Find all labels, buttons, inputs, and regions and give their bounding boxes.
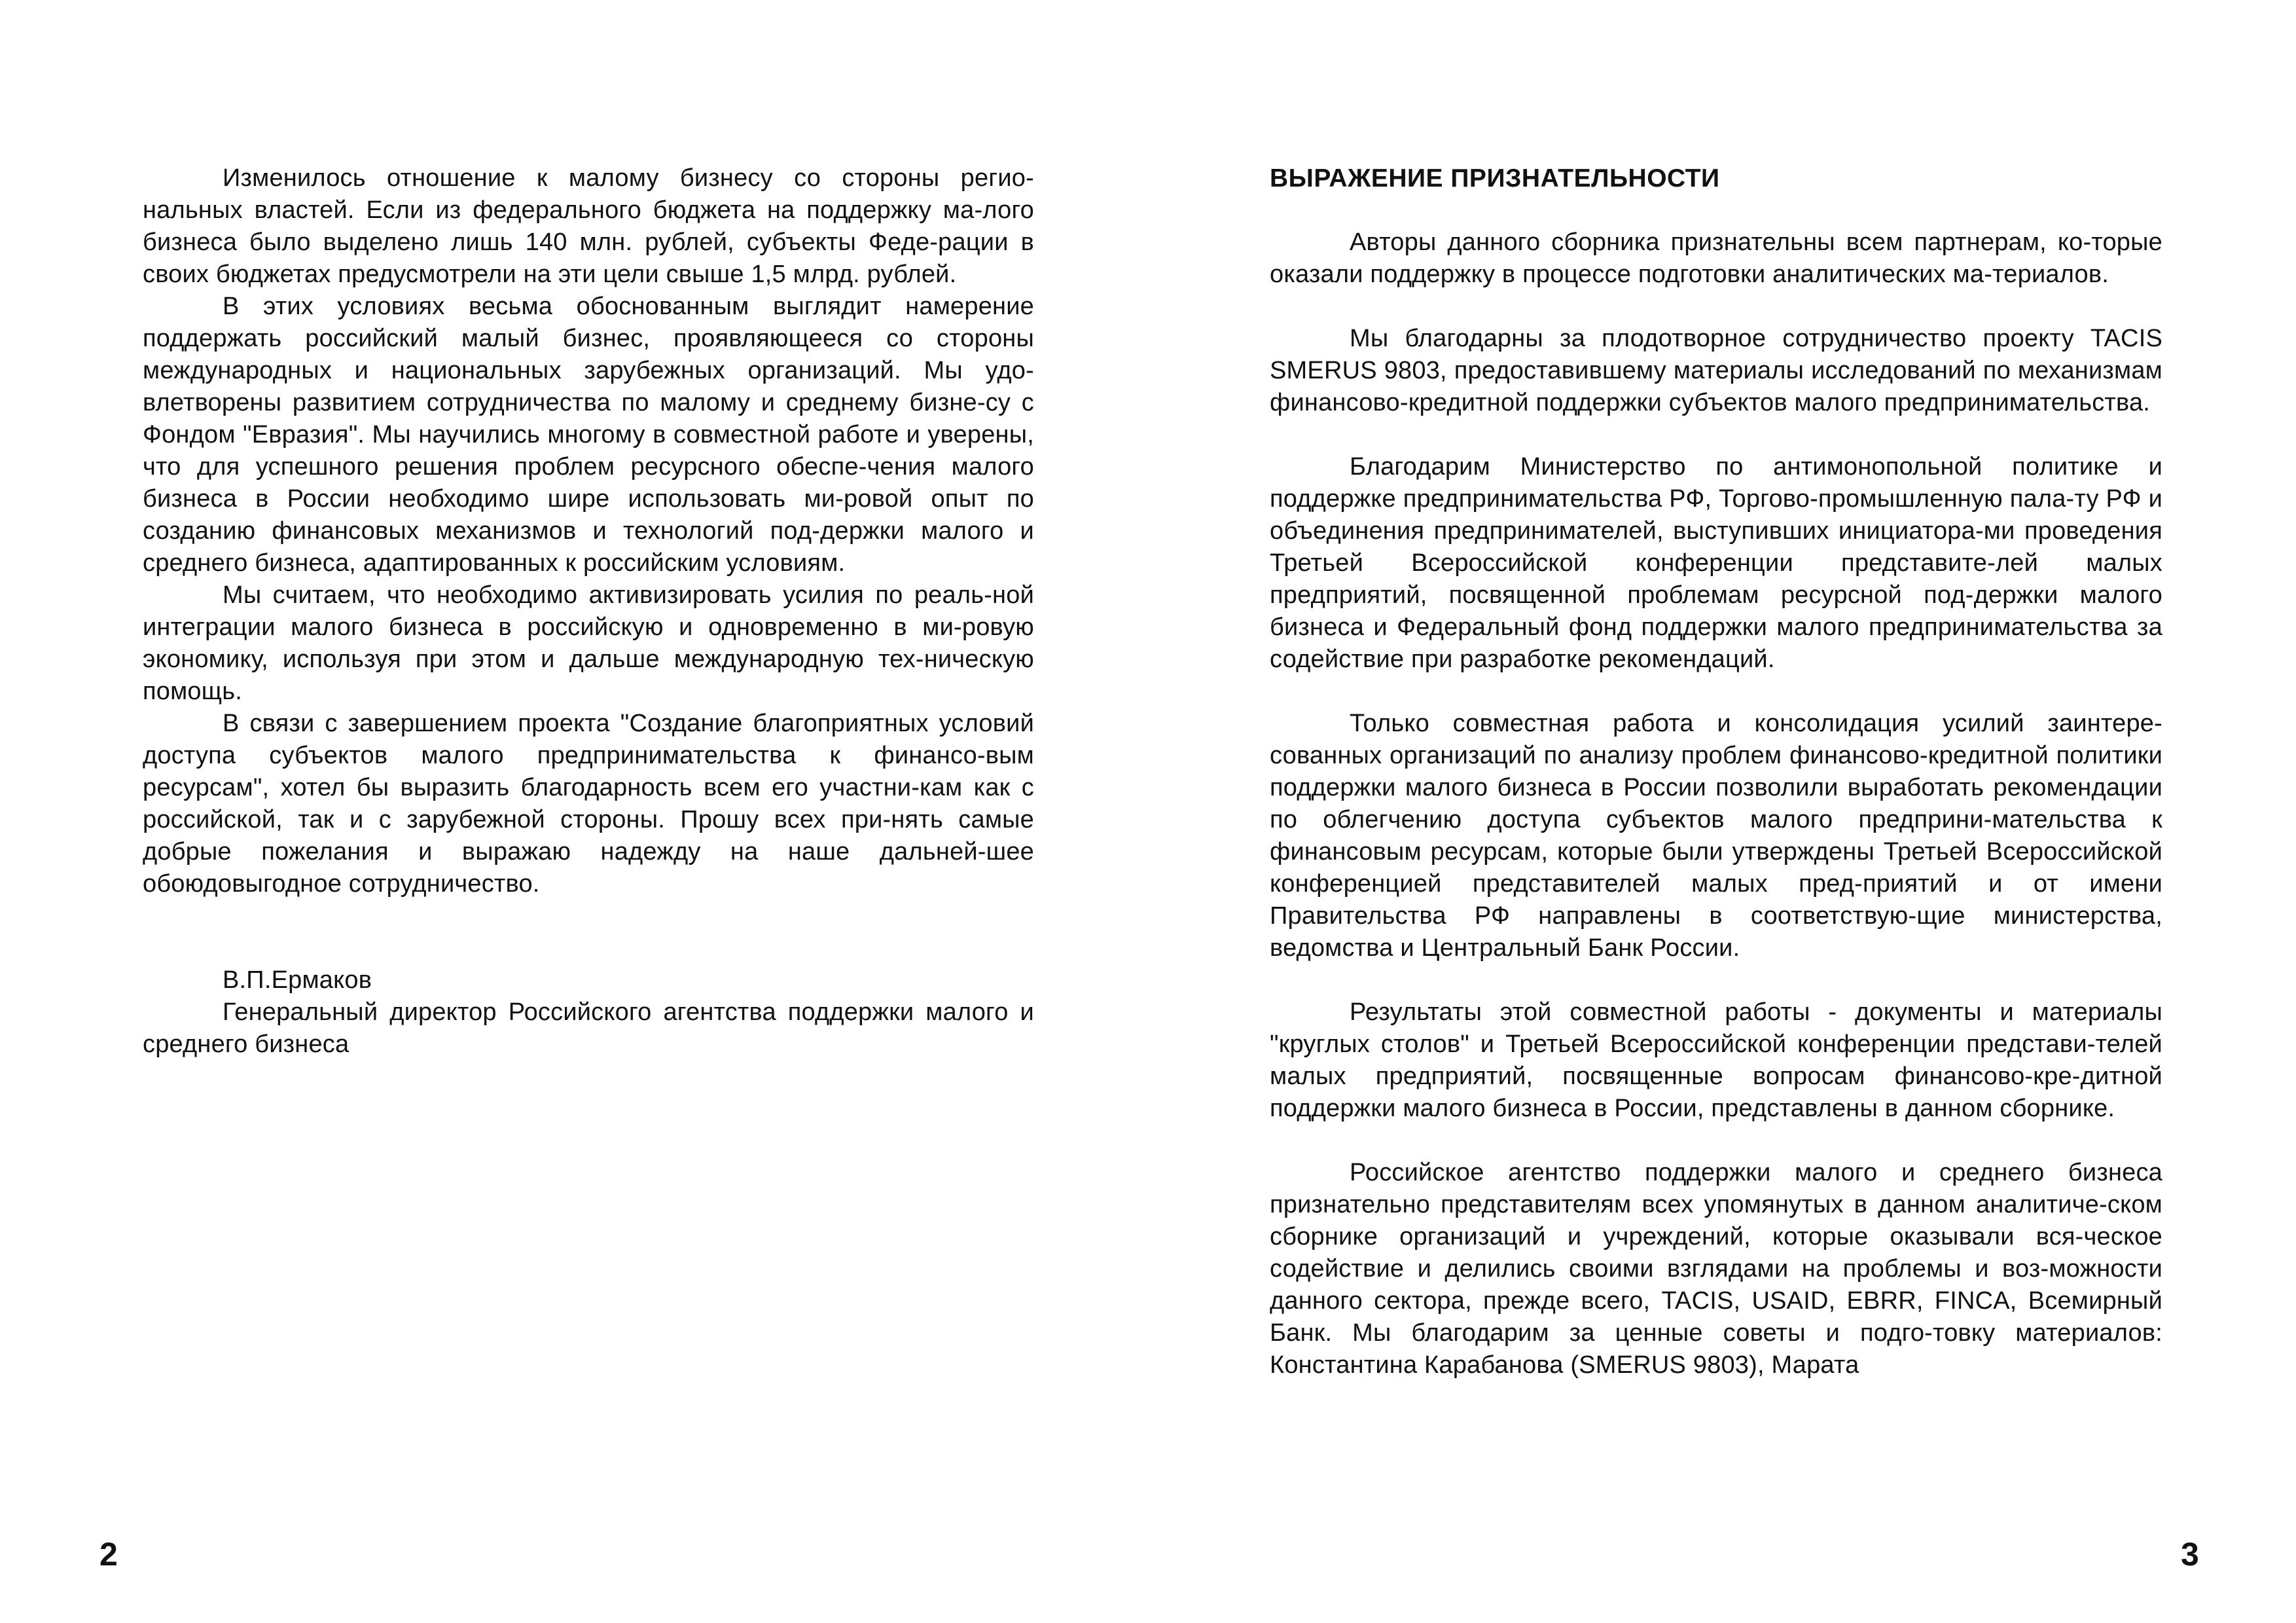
section-heading: ВЫРАЖЕНИЕ ПРИЗНАТЕЛЬНОСТИ <box>1270 164 1720 192</box>
left-text-column <box>143 162 1034 1061</box>
signature-block <box>143 964 1034 1061</box>
page-number-right: 3 <box>2181 1536 2199 1573</box>
right-text-column <box>1270 162 2162 1381</box>
left-paragraph-1: Изменилось отношение к малому бизнесу со стороны регио-нальных властей. Если из федерального бюджета на поддержку ма-лого бизнеса было выделено лишь 140 млн. рублей, субъекты Феде-рации в своих бюджетах предусмотрели на эти цели свыше 1,5 млрд. рублей. <box>143 164 1034 288</box>
left-paragraph-3: Мы считаем, что необходимо активизировать усилия по реаль-ной интеграции малого бизнеса в российскую и одновременно в ми-ровую экономику, используя при этом и дальше международную тех-ническую помощь. <box>143 581 1034 705</box>
signature-title: Генеральный директор Российского агентства поддержки малого и среднего бизнеса <box>143 998 1034 1058</box>
right-paragraph-1: Авторы данного сборника признательны всем партнерам, ко-торые оказали поддержку в процессе подготовки аналитических ма-териалов. <box>1270 228 2162 288</box>
right-paragraph-4: Только совместная работа и консолидация усилий заинтере-сованных организаций по анализу проблем финансово-кредитной политики поддержки малого бизнеса в России позволили выработать рекомендации по облегчению доступа субъектов малого предприни-мательства к финансовым ресурсам, которые были утверждены Третьей Всероссийской конференцией представителей малых пред-приятий и от имени Правительства РФ направлены в соответствую-щие министерства, ведомства и Центральный Банк России. <box>1270 710 2162 962</box>
right-paragraph-3: Благодарим Министерство по антимонопольной политике и поддержке предпринимательства РФ, Торгово-промышленную пала-ту РФ и объединения предпринимателей, выступивших инициатора-ми проведения Третьей Всероссийской конференции представите-лей малых предприятий, посвященной проблемам ресурсной под-держки малого бизнеса и Федеральный фонд поддержки малого предпринимательства за содействие при разработке рекомендаций. <box>1270 453 2162 673</box>
right-paragraph-5: Результаты этой совместной работы - документы и материалы "круглых столов" и Третьей Всероссийской конференции представи-телей малых предприятий, посвященные вопросам финансово-кре-дитной поддержки малого бизнеса в России, представлены в данном сборнике. <box>1270 998 2162 1122</box>
left-paragraph-2: В этих условиях весьма обоснованным выглядит намерение поддержать российский малый бизнес, проявляющееся со стороны международных и национальных зарубежных организаций. Мы удо-влетворены развитием сотрудничества по малому и среднему бизне-су с Фондом "Евразия". Мы научились многому в совместной работе и уверены, что для успешного решения проблем ресурсного обеспе-чения малого бизнеса в России необходимо шире использовать ми-ровой опыт по созданию финансовых механизмов и технологий под-держки малого и среднего бизнеса, адаптированных к российским условиям. <box>143 293 1034 577</box>
page-number-left: 2 <box>99 1536 118 1573</box>
signature-name: В.П.Ермаков <box>223 966 372 994</box>
right-paragraph-2: Мы благодарны за плодотворное сотрудничество проекту TACIS SMERUS 9803, предоставившему материалы исследований по механизмам финансово-кредитной поддержки субъектов малого предпринимательства. <box>1270 325 2162 416</box>
left-paragraph-4: В связи с завершением проекта "Создание благоприятных условий доступа субъектов малого предпринимательства к финансо-вым ресурсам", хотел бы выразить благодарность всем его участни-кам как с российской, так и с зарубежной стороны. Прошу всех при-нять самые добрые пожелания и выражаю надежду на наше дальней-шее обоюдовыгодное сотрудничество. <box>143 710 1034 898</box>
right-page <box>1148 0 2296 1623</box>
right-paragraph-6: Российское агентство поддержки малого и среднего бизнеса признательно представителям всех упомянутых в данном аналитиче-ском сборнике организаций и учреждений, которые оказывали вся-ческое содействие и делились своими взглядами на проблемы и воз-можности данного сектора, прежде всего, TACIS, USAID, EBRR, FINCA, Всемирный Банк. Мы благодарим за ценные советы и подго-товку материалов: Константина Карабанова (SMERUS 9803), Марата <box>1270 1159 2162 1379</box>
